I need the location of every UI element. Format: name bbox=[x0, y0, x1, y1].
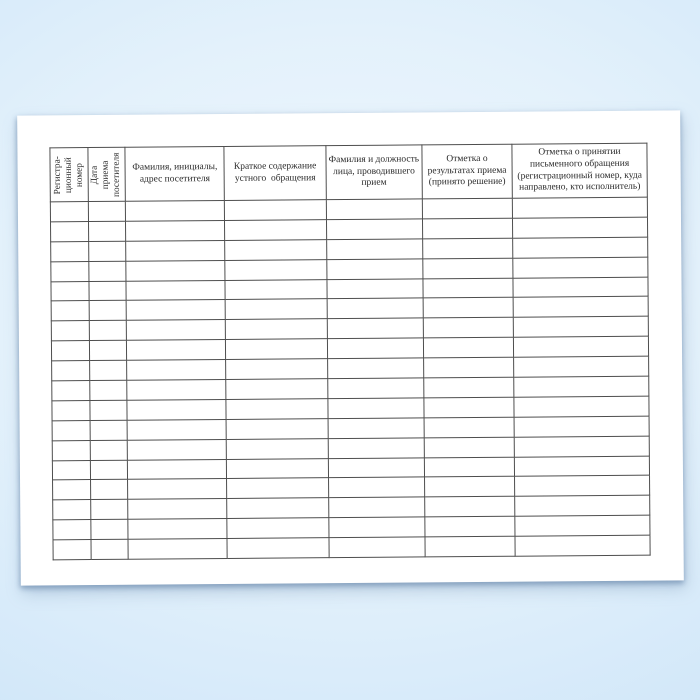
vertical-text-wrap bbox=[89, 148, 125, 200]
empty-cell bbox=[423, 238, 513, 259]
empty-cell bbox=[90, 340, 127, 360]
empty-cell bbox=[327, 259, 423, 280]
empty-cell bbox=[327, 338, 423, 359]
column-header-label: Дата приема посетителя bbox=[89, 152, 123, 197]
empty-cell bbox=[326, 219, 422, 240]
empty-cell bbox=[89, 241, 126, 261]
empty-cell bbox=[225, 279, 327, 300]
empty-cell bbox=[328, 458, 424, 479]
column-header-oral-request-summary: Краткое содержание устного обращения bbox=[224, 146, 326, 201]
column-header-visitor-name-address: Фамилия, инициалы, адрес посетителя bbox=[125, 146, 225, 201]
empty-cell bbox=[226, 339, 328, 360]
empty-cell bbox=[424, 477, 514, 498]
empty-cell bbox=[425, 516, 515, 537]
empty-cell bbox=[126, 320, 225, 341]
empty-cell bbox=[328, 477, 424, 498]
empty-cell bbox=[90, 360, 127, 380]
empty-cell bbox=[227, 438, 329, 459]
empty-cell bbox=[51, 321, 89, 341]
empty-cell bbox=[226, 399, 328, 420]
empty-cell bbox=[53, 520, 91, 540]
empty-cell bbox=[50, 221, 88, 241]
empty-cell bbox=[89, 281, 126, 301]
column-header-reception-result: Отметка о результатах приема (принято решение) bbox=[422, 144, 513, 199]
empty-cell bbox=[128, 499, 227, 520]
empty-cell bbox=[422, 218, 512, 239]
empty-cell bbox=[127, 360, 226, 381]
empty-cell bbox=[91, 460, 128, 480]
empty-cell bbox=[127, 379, 226, 400]
empty-cell bbox=[127, 439, 226, 460]
empty-cell bbox=[225, 299, 327, 320]
empty-cell bbox=[513, 237, 648, 258]
empty-cell bbox=[227, 518, 329, 539]
empty-cell bbox=[52, 381, 90, 401]
empty-cell bbox=[53, 480, 91, 500]
empty-cell bbox=[90, 440, 127, 460]
empty-cell bbox=[52, 440, 90, 460]
empty-cell bbox=[128, 539, 227, 560]
empty-cell bbox=[126, 280, 225, 301]
empty-cell bbox=[126, 200, 225, 221]
empty-cell bbox=[226, 359, 328, 380]
empty-cell bbox=[226, 379, 328, 400]
empty-cell bbox=[51, 281, 89, 301]
empty-cell bbox=[513, 217, 648, 238]
empty-cell bbox=[423, 258, 513, 279]
empty-cell bbox=[514, 456, 649, 477]
empty-cell bbox=[51, 261, 89, 281]
empty-cell bbox=[326, 199, 422, 220]
empty-cell bbox=[127, 340, 226, 361]
empty-cell bbox=[328, 418, 424, 439]
empty-cell bbox=[424, 417, 514, 438]
empty-cell bbox=[53, 540, 91, 560]
empty-cell bbox=[424, 397, 514, 418]
registration-journal-table bbox=[49, 143, 650, 561]
empty-cell bbox=[423, 357, 513, 378]
empty-cell bbox=[225, 239, 327, 260]
empty-cell bbox=[226, 319, 328, 340]
empty-cell bbox=[423, 298, 513, 319]
empty-cell bbox=[91, 539, 128, 559]
empty-cell bbox=[225, 259, 327, 280]
empty-cell bbox=[91, 500, 128, 520]
empty-cell bbox=[425, 536, 515, 557]
empty-cell bbox=[425, 497, 515, 518]
empty-cell bbox=[90, 420, 127, 440]
empty-cell bbox=[128, 459, 227, 480]
empty-cell bbox=[328, 438, 424, 459]
empty-cell bbox=[513, 277, 648, 298]
empty-cell bbox=[512, 197, 647, 218]
empty-cell bbox=[513, 297, 648, 318]
empty-cell bbox=[50, 202, 88, 222]
empty-cell bbox=[515, 535, 650, 556]
column-header-written-request-note: Отметка о принятии письменного обращения (регистрационный номер, куда направлено, кто исполнитель) bbox=[512, 143, 647, 198]
empty-cell bbox=[51, 241, 89, 261]
empty-cell bbox=[225, 200, 327, 221]
empty-cell bbox=[89, 261, 126, 281]
empty-cell bbox=[424, 437, 514, 458]
empty-cell bbox=[89, 221, 126, 241]
empty-cell bbox=[423, 278, 513, 299]
empty-cell bbox=[51, 341, 89, 361]
empty-cell bbox=[90, 380, 127, 400]
empty-cell bbox=[326, 239, 422, 260]
table-row bbox=[53, 535, 650, 560]
empty-cell bbox=[514, 436, 649, 457]
empty-cell bbox=[52, 420, 90, 440]
empty-cell bbox=[90, 400, 127, 420]
empty-cell bbox=[127, 419, 226, 440]
empty-cell bbox=[126, 240, 225, 261]
empty-cell bbox=[514, 416, 649, 437]
empty-cell bbox=[514, 356, 649, 377]
empty-cell bbox=[424, 457, 514, 478]
empty-cell bbox=[329, 517, 425, 538]
empty-cell bbox=[52, 361, 90, 381]
empty-cell bbox=[514, 396, 649, 417]
empty-cell bbox=[226, 418, 328, 439]
empty-cell bbox=[327, 278, 423, 299]
empty-cell bbox=[91, 480, 128, 500]
empty-cell bbox=[227, 478, 329, 499]
empty-cell bbox=[227, 498, 329, 519]
empty-cell bbox=[91, 520, 128, 540]
empty-cell bbox=[128, 479, 227, 500]
column-header-label: Регистра- ционный номер bbox=[52, 155, 85, 194]
empty-cell bbox=[127, 399, 226, 420]
header-row bbox=[50, 143, 647, 202]
column-header-visit-date bbox=[88, 147, 125, 201]
empty-cell bbox=[227, 538, 329, 559]
empty-cell bbox=[89, 201, 126, 221]
empty-cell bbox=[424, 377, 514, 398]
empty-cell bbox=[89, 321, 126, 341]
empty-cell bbox=[515, 476, 650, 497]
empty-cell bbox=[89, 301, 126, 321]
empty-cell bbox=[514, 376, 649, 397]
empty-cell bbox=[327, 358, 423, 379]
empty-cell bbox=[126, 260, 225, 281]
empty-cell bbox=[423, 318, 513, 339]
empty-cell bbox=[128, 519, 227, 540]
empty-cell bbox=[513, 317, 648, 338]
empty-cell bbox=[52, 400, 90, 420]
empty-cell bbox=[53, 500, 91, 520]
empty-cell bbox=[515, 496, 650, 517]
empty-cell bbox=[225, 220, 327, 241]
empty-cell bbox=[515, 515, 650, 536]
empty-cell bbox=[126, 300, 225, 321]
empty-cell bbox=[328, 497, 424, 518]
empty-cell bbox=[513, 257, 648, 278]
empty-cell bbox=[52, 460, 90, 480]
empty-cell bbox=[227, 458, 329, 479]
column-header-receiving-official: Фамилия и должность лица, проводившего прием bbox=[326, 145, 423, 200]
empty-cell bbox=[328, 378, 424, 399]
empty-cell bbox=[513, 336, 648, 357]
table-body bbox=[50, 197, 650, 560]
document-sheet bbox=[17, 110, 684, 585]
column-header-registration-number bbox=[50, 148, 89, 202]
empty-cell bbox=[329, 537, 425, 558]
empty-cell bbox=[51, 301, 89, 321]
empty-cell bbox=[422, 198, 512, 219]
vertical-text-wrap bbox=[50, 149, 88, 201]
empty-cell bbox=[126, 220, 225, 241]
empty-cell bbox=[423, 337, 513, 358]
empty-cell bbox=[328, 398, 424, 419]
empty-cell bbox=[327, 298, 423, 319]
empty-cell bbox=[327, 318, 423, 339]
